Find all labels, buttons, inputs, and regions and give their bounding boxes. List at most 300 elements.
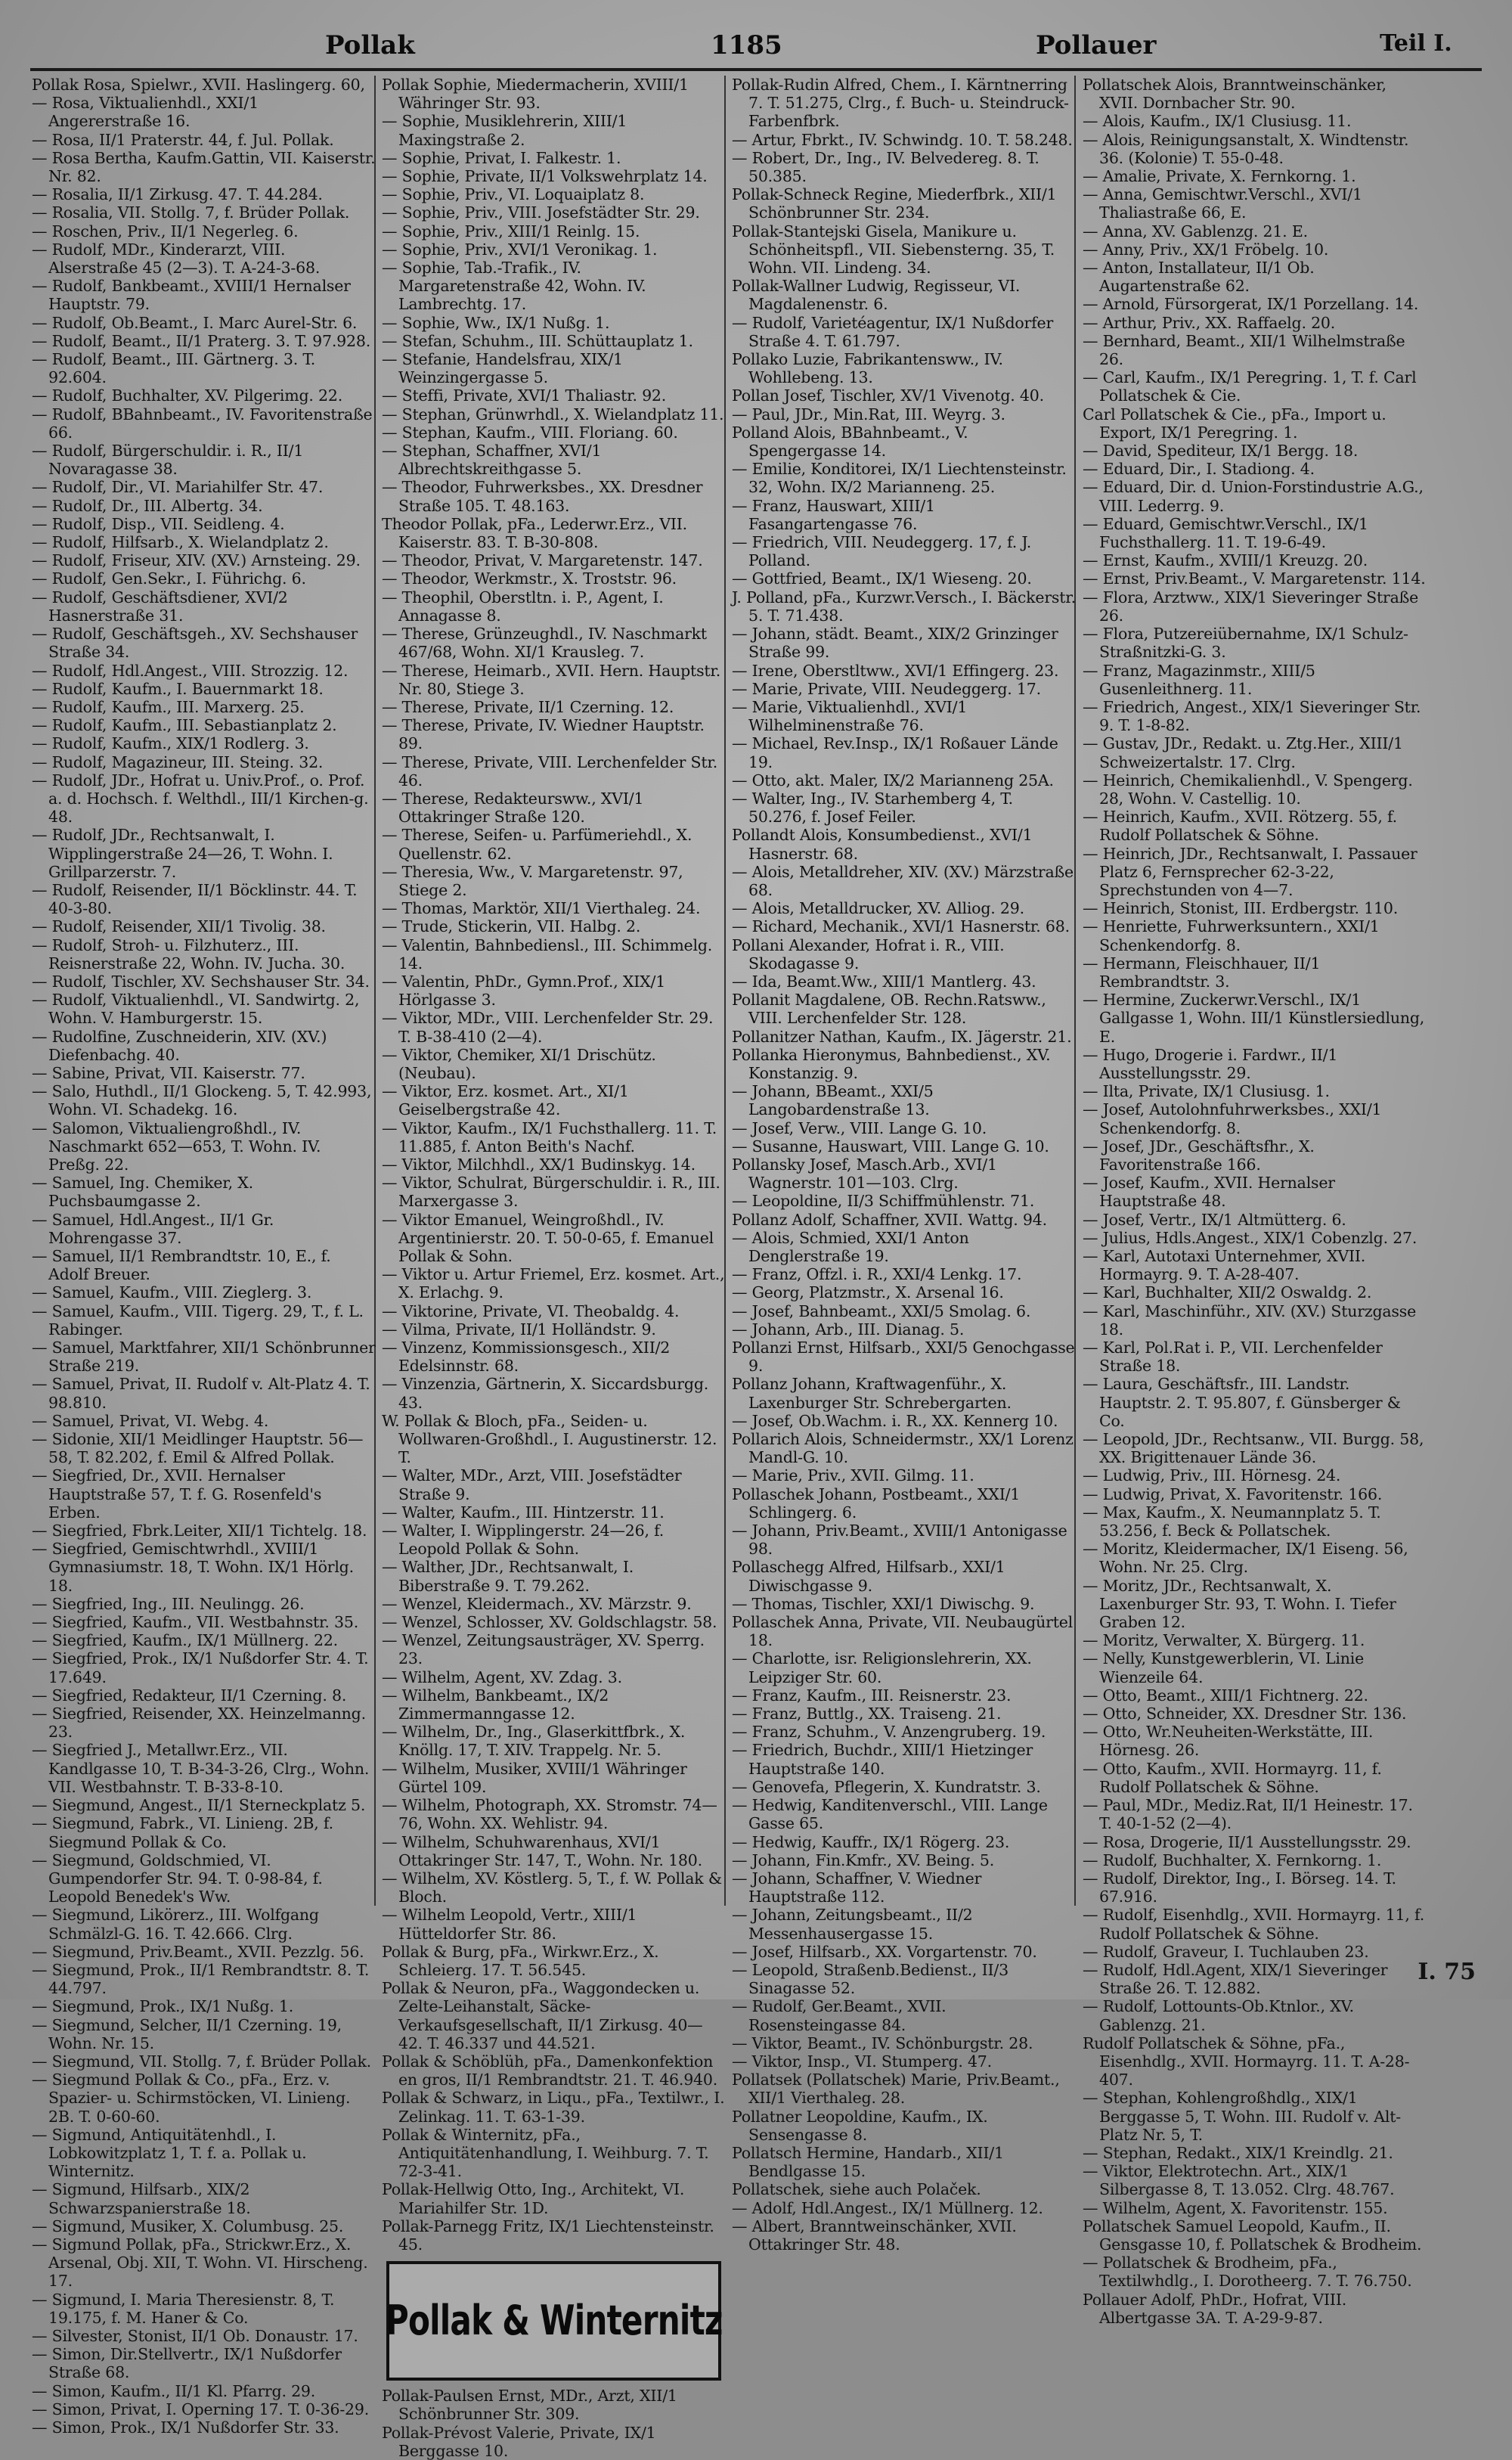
- directory-entry: — Valentin, Bahnbediensl., III. Schimmelg. 14.: [382, 935, 713, 973]
- directory-entry: Pollatschek Samuel Leopold, Kaufm., II. Gensgasse 10, f. Pollatschek & Brodheim.: [1083, 2216, 1422, 2254]
- directory-entry: — Franz, Magazinmstr., XIII/5 Gusenleithnerg. 11.: [1083, 661, 1315, 698]
- directory-entry: — Josef, Hilfsarb., XX. Vorgartenstr. 70.: [732, 1942, 1037, 1961]
- directory-entry: — Therese, Heimarb., XVII. Hern. Hauptstr. Nr. 80, Stiege 3.: [382, 661, 721, 698]
- directory-entry: — Michael, Rev.Insp., IX/1 Roßauer Lände 19.: [732, 734, 1058, 771]
- directory-entry: — Samuel, Privat, VI. Webg. 4.: [32, 1411, 269, 1430]
- directory-entry: — Siegmund, Fabrk., VI. Linieng. 2B, f. Siegmund Pollak & Co.: [32, 1814, 333, 1851]
- directory-entry: — Rudolf, Kaufm., III. Sebastianplatz 2.: [32, 716, 337, 735]
- directory-entry: — Anna, XV. Gablenzg. 21. E.: [1083, 222, 1308, 240]
- directory-entry: — Karl, Autotaxi Unternehmer, XVII. Hormayrg. 9. T. A-28-407.: [1083, 1247, 1366, 1284]
- directory-entry: — Gustav, JDr., Redakt. u. Ztg.Her., XIII/1 Schweizertalstr. 17. Clrg.: [1083, 734, 1403, 771]
- directory-entry: — Rudolf, Direktor, Ing., I. Börseg. 14. T. 67.916.: [1083, 1869, 1396, 1906]
- directory-entry: — Leopold, JDr., Rechtsanw., VII. Burgg. 58, XX. Brigittenauer Lände 36.: [1083, 1430, 1424, 1467]
- directory-entry: — Albert, Branntweinschänker, XVII. Ottakringer Str. 48.: [732, 2216, 1017, 2254]
- directory-entry: — Viktor, Kaufm., IX/1 Fuchsthallerg. 11. T. 11.885, f. Anton Beith's Nachf.: [382, 1118, 717, 1156]
- directory-entry: — Sigmund, Antiquitätenhdl., I. Lobkowitzplatz 1, T. f. a. Pollak u. Winternitz.: [32, 2125, 307, 2181]
- directory-entry: — Siegfried, Dr., XVII. Hernalser Hauptstraße 57, T. f. G. Rosenfeld's Erben.: [32, 1466, 322, 1522]
- column-2: [382, 76, 726, 2460]
- directory-entry: — Leopold, Straßenb.Bedienst., II/3 Sinagasse 52.: [732, 1960, 1009, 1998]
- directory-entry: — Wilhelm Leopold, Vertr., XIII/1 Hütteldorfer Str. 86.: [382, 1906, 637, 1943]
- directory-entry: — Siegfried, Ing., III. Neulingg. 26.: [32, 1594, 305, 1613]
- directory-entry: — Stephan, Redakt., XIX/1 Kreindlg. 21.: [1083, 2143, 1393, 2162]
- directory-entry: — Josef, Verw., VIII. Lange G. 10.: [732, 1118, 987, 1137]
- directory-entry: — Rudolf, JDr., Rechtsanwalt, I. Wipplingerstraße 24—26, T. Wohn. I. Grillparzerstr. 7.: [32, 826, 333, 881]
- directory-entry: — Sophie, Tab.-Trafik., IV. Margaretenstraße 42, Wohn. IV. Lambrechtg. 17.: [382, 259, 646, 314]
- directory-entry: — Charlotte, isr. Religionslehrerin, XX. Leipziger Str. 60.: [732, 1649, 1032, 1686]
- directory-entry: Pollansky Josef, Masch.Arb., XVI/1 Wagnerstr. 101—103. Clrg.: [732, 1155, 997, 1193]
- directory-entry: — Eduard, Dir. d. Union-Forstindustrie A.G., VIII. Lederrg. 9.: [1083, 478, 1424, 515]
- directory-entry: Pollako Luzie, Fabrikantensww., IV. Wohllebeng. 13.: [732, 350, 1003, 387]
- directory-entry: — Ida, Beamt.Ww., XIII/1 Mantlerg. 43.: [732, 972, 1036, 991]
- directory-entry: — Ludwig, Priv., III. Hörnesg. 24.: [1083, 1466, 1341, 1485]
- directory-entry: — Anna, Gemischtwr.Verschl., XVI/1 Thaliastraße 66, E.: [1083, 185, 1362, 222]
- directory-entry: — Wilhelm, Bankbeamt., IX/2 Zimmermanngasse 12.: [382, 1686, 609, 1723]
- directory-entry: — Sigmund Pollak, pFa., Strickwr.Erz., X. Arsenal, Obj. XII, T. Wohn. VI. Hirscheng. 17.: [32, 2235, 368, 2291]
- directory-entry: Pollak & Schöblüh, pFa., Damenkonfektion en gros, II/1 Rembrandtstr. 21. T. 46.940.: [382, 2052, 718, 2089]
- directory-entry: — Siegfried, Fbrk.Leiter, XII/1 Tichtelg. 18.: [32, 1522, 367, 1540]
- directory-entry: Carl Pollatschek & Cie., pFa., Import u. Export, IX/1 Peregring. 1.: [1083, 405, 1387, 442]
- directory-entry: — Flora, Arztww., XIX/1 Sieveringer Straße 26.: [1083, 588, 1419, 625]
- directory-entry: — Roschen, Priv., II/1 Negerleg. 6.: [32, 222, 299, 240]
- directory-entry: — Johann, Zeitungsbeamt., II/2 Messenhausergasse 15.: [732, 1906, 973, 1943]
- directory-entry: — Rudolf, Magazineur, III. Steing. 32.: [32, 752, 324, 771]
- directory-entry: — Karl, Pol.Rat i. P., VII. Lerchenfelder Straße 18.: [1083, 1339, 1383, 1376]
- directory-entry: — Siegmund, Likörerz., III. Wolfgang Schmälzl-G. 16. T. 42.666. Clrg.: [32, 1906, 319, 1943]
- directory-entry: — Vilma, Private, II/1 Holländstr. 9.: [382, 1320, 656, 1339]
- directory-entry: — Siegfried, Kaufm., IX/1 Müllnerg. 22.: [32, 1631, 338, 1650]
- directory-entry: — Wilhelm, Musiker, XVIII/1 Währinger Gürtel 109.: [382, 1759, 687, 1796]
- column-3: [732, 76, 1076, 2254]
- directory-entry: — Viktor, Chemiker, XI/1 Drischütz. (Neubau).: [382, 1045, 656, 1082]
- directory-entry: — Alois, Kaufm., IX/1 Clusiusg. 11.: [1083, 112, 1352, 131]
- directory-entry: — Paul, MDr., Mediz.Rat, II/1 Heinestr. 17. T. 40-1-52 (2—4).: [1083, 1796, 1413, 1833]
- directory-entry: — Therese, Private, IV. Wiedner Hauptstr. 89.: [382, 716, 705, 753]
- directory-entry: — Sophie, Private, II/1 Volkswehrplatz 14.: [382, 167, 708, 186]
- directory-entry: — Siegfried, Gemischtwrhdl., XVIII/1 Gymnasiumstr. 18, T. Wohn. IX/1 Hörlg. 18.: [32, 1540, 354, 1595]
- directory-entry: — Wilhelm, Dr., Ing., Glaserkittfbrk., X. Knöllg. 17, T. XIV. Trappelg. Nr. 5.: [382, 1723, 686, 1760]
- directory-entry: Pollaschegg Alfred, Hilfsarb., XXI/1 Diwischgasse 9.: [732, 1558, 1005, 1595]
- directory-entry: — Moritz, Verwalter, X. Bürgerg. 11.: [1083, 1631, 1365, 1650]
- directory-entry: — Siegmund, Angest., II/1 Sterneckplatz 5.: [32, 1796, 366, 1815]
- directory-entry: — Theresia, Ww., V. Margaretenstr. 97, Stiege 2.: [382, 862, 683, 899]
- directory-entry: — Siegmund Pollak & Co., pFa., Erz. v. Spazier- u. Schirmstöcken, VI. Linieng. 2B. T. 0-60-60.: [32, 2071, 351, 2126]
- directory-entry: — Wenzel, Schlosser, XV. Goldschlagstr. 58.: [382, 1613, 717, 1632]
- directory-entry: — Otto, Kaufm., XVII. Hormayrg. 11, f. Rudolf Pollatschek & Söhne.: [1083, 1759, 1382, 1796]
- directory-entry: — Rudolf, Tischler, XV. Sechshauser Str. 34.: [32, 972, 370, 991]
- directory-entry: Pollak-Paulsen Ernst, MDr., Arzt, XII/1 Schönbrunner Str. 309.: [382, 2387, 677, 2424]
- directory-entry: — Sigmund, Hilfsarb., XIX/2 Schwarzspanierstraße 18.: [32, 2180, 251, 2217]
- column-4: [1083, 76, 1427, 2327]
- directory-entry: — Salo, Huthdl., II/1 Glockeng. 5, T. 42.993, Wohn. VI. Schadekg. 16.: [32, 1082, 372, 1119]
- directory-entry: — Wilhelm, Photograph, XX. Stromstr. 74—76, Wohn. XX. Wehlistr. 94.: [382, 1796, 717, 1833]
- directory-entry: — Stephan, Kohlengroßhdlg., XIX/1 Berggasse 5, T. Wohn. III. Rudolf v. Alt-Platz Nr. 5, T.: [1083, 2089, 1401, 2144]
- directory-entry: — Leopoldine, II/3 Schiffmühlenstr. 71.: [732, 1192, 1035, 1211]
- directory-entry: — Samuel, Hdl.Angest., II/1 Gr. Mohrengasse 37.: [32, 1210, 274, 1247]
- directory-entry: — Valentin, PhDr., Gymn.Prof., XIX/1 Hörlgasse 3.: [382, 972, 666, 1010]
- directory-entry: Pollatner Leopoldine, Kaufm., IX. Sensengasse 8.: [732, 2107, 988, 2144]
- directory-entry: Pollatschek Alois, Branntweinschänker, XVII. Dornbacher Str. 90.: [1083, 76, 1387, 113]
- directory-entry: — Rosa, Viktualienhdl., XXI/1 Angererstraße 16.: [32, 94, 259, 131]
- directory-entry: — Siegmund, VII. Stollg. 7, f. Brüder Pollak.: [32, 2052, 371, 2071]
- directory-entry: — Josef, Kaufm., XVII. Hernalser Hauptstraße 48.: [1083, 1174, 1335, 1211]
- directory-entry: Pollarich Alois, Schneidermstr., XX/1 Lorenz Mandl-G. 10.: [732, 1430, 1074, 1467]
- column-1: [32, 76, 376, 2437]
- directory-entry: — Josef, Vertr., IX/1 Altmütterg. 6.: [1083, 1210, 1346, 1229]
- directory-entry: — Franz, Kaufm., III. Reisnerstr. 23.: [732, 1686, 1012, 1705]
- directory-entry: — Josef, Ob.Wachm. i. R., XX. Kennerg 10.: [732, 1411, 1058, 1430]
- directory-entry: — Samuel, Kaufm., VIII. Zieglerg. 3.: [32, 1283, 312, 1302]
- directory-entry: — Franz, Offzl. i. R., XXI/4 Lenkg. 17.: [732, 1265, 1022, 1284]
- directory-entry: — Josef, Autolohnfuhrwerksbes., XXI/1 Schenkendorfg. 8.: [1083, 1100, 1382, 1137]
- directory-entry: — Moritz, Kleidermacher, IX/1 Eiseng. 56, Wohn. Nr. 25. Clrg.: [1083, 1540, 1408, 1577]
- directory-entry: Pollanit Magdalene, OB. Rechn.Ratsww., VIII. Lerchenfelder Str. 128.: [732, 991, 1046, 1028]
- directory-entry: — Arnold, Fürsorgerat, IX/1 Porzellang. 14.: [1083, 295, 1419, 314]
- directory-entry: — Rudolf, Kaufm., XIX/1 Rodlerg. 3.: [32, 734, 309, 753]
- directory-entry: — Rudolf, Hdl.Agent, XIX/1 Sieveringer Straße 26. T. 12.882.: [1083, 1960, 1388, 1998]
- directory-entry: Pollandt Alois, Konsumbedienst., XVI/1 Hasnerstr. 68.: [732, 826, 1033, 863]
- directory-entry: — Adolf, Hdl.Angest., IX/1 Müllnerg. 12.: [732, 2198, 1043, 2217]
- directory-entry: — Rudolf, Kaufm., I. Bauernmarkt 18.: [32, 679, 324, 698]
- directory-entry: — Rosa, Drogerie, II/1 Ausstellungsstr. 29.: [1083, 1832, 1411, 1851]
- directory-entry: — Viktor, Milchhdl., XX/1 Budinskyg. 14.: [382, 1155, 696, 1174]
- directory-entry: — Sophie, Musiklehrerin, XIII/1 Maxingstraße 2.: [382, 112, 627, 149]
- directory-entry: — Friedrich, Angest., XIX/1 Sieveringer Str. 9. T. 1-8-82.: [1083, 697, 1421, 735]
- directory-entry: — Rudolf, Dir., VI. Mariahilfer Str. 47.: [32, 478, 324, 497]
- directory-entry: — Hermine, Zuckerwr.Verschl., IX/1 Gallgasse 1, Wohn. III/1 Künstlersiedlung, E.: [1083, 991, 1425, 1046]
- directory-entry: — Theodor, Fuhrwerksbes., XX. Dresdner Straße 105. T. 48.163.: [382, 478, 703, 515]
- directory-entry: — Sophie, Priv., VIII. Josefstädter Str. 29.: [382, 203, 700, 222]
- directory-entry: — Siegfried, Kaufm., VII. Westbahnstr. 35.: [32, 1613, 359, 1632]
- directory-entry: — Anton, Installateur, II/1 Ob. Augartenstraße 62.: [1083, 259, 1315, 296]
- directory-entry: — Ernst, Kaufm., XVIII/1 Kreuzg. 20.: [1083, 551, 1368, 570]
- directory-entry: Pollatsch Hermine, Handarb., XII/1 Bendlgasse 15.: [732, 2143, 1004, 2181]
- directory-entry: — Therese, Private, VIII. Lerchenfelder Str. 46.: [382, 752, 718, 789]
- directory-entry: — Rudolf, Friseur, XIV. (XV.) Arnsteing. 29.: [32, 551, 361, 570]
- directory-entry: Rudolf Pollatschek & Söhne, pFa., Eisenhdlg., XVII. Hormayrg. 11. T. A-28-407.: [1083, 2033, 1410, 2089]
- directory-entry: — Walther, JDr., Rechtsanwalt, I. Biberstraße 9. T. 79.262.: [382, 1558, 634, 1595]
- directory-entry: — Flora, Putzereiübernahme, IX/1 Schulz-Straßnitzki-G. 3.: [1083, 625, 1408, 662]
- directory-entry: — Heinrich, Stonist, III. Erdbergstr. 110.: [1083, 899, 1399, 918]
- directory-entry: — Stephan, Kaufm., VIII. Floriang. 60.: [382, 423, 678, 442]
- directory-entry: — Siegmund, Prok., IX/1 Nußg. 1.: [32, 1997, 294, 2016]
- directory-entry: — Salomon, Viktualiengroßhdl., IV. Naschmarkt 652—653, T. Wohn. IV. Preßg. 22.: [32, 1118, 321, 1174]
- directory-entry: Pollak-Rudin Alfred, Chem., I. Kärntnerring 7. T. 51.275, Clrg., f. Buch- u. Steindruck-Farbenfbrk.: [732, 76, 1069, 131]
- directory-entry: — Rosa, II/1 Praterstr. 44, f. Jul. Pollak.: [32, 130, 334, 149]
- directory-entry: — Vinzenzia, Gärtnerin, X. Siccardsburgg. 43.: [382, 1375, 709, 1412]
- directory-entry: — Theodor, Privat, V. Margaretenstr. 147.: [382, 551, 703, 570]
- directory-entry: — Samuel, Privat, II. Rudolf v. Alt-Platz 4. T. 98.810.: [32, 1375, 370, 1412]
- directory-entry: Pollak Sophie, Miedermacherin, XVIII/1 Währinger Str. 93.: [382, 76, 689, 113]
- directory-entry: — Stefan, Schuhm., III. Schüttauplatz 1.: [382, 331, 693, 350]
- directory-entry: — Heinrich, Kaufm., XVII. Rötzerg. 55, f. Rudolf Pollatschek & Söhne.: [1083, 808, 1397, 845]
- directory-entry: — Franz, Schuhm., V. Anzengruberg. 19.: [732, 1723, 1046, 1742]
- directory-entry: — Walter, I. Wipplingerstr. 24—26, f. Leopold Pollak & Sohn.: [382, 1522, 665, 1559]
- directory-entry: Pollanz Adolf, Schaffner, XVII. Wattg. 94.: [732, 1210, 1047, 1229]
- directory-entry: Theodor Pollak, pFa., Lederwr.Erz., VII. Kaiserstr. 83. T. B-30-808.: [382, 514, 687, 552]
- directory-entry: Pollaschek Johann, Postbeamt., XXI/1 Schlingerg. 6.: [732, 1484, 1021, 1522]
- directory-entry: — Rudolf, Hdl.Angest., VIII. Strozzig. 12.: [32, 661, 349, 680]
- directory-entry: Pollak & Neuron, pFa., Waggondecken u. Zelte-Leihanstalt, Säcke-Verkaufsgesellschaft, II/1 Zirkusg. 40—42. T. 46.337 und 44.521.: [382, 1979, 703, 2052]
- directory-entry: — Rudolfine, Zuschneiderin, XIV. (XV.) Diefenbachg. 40.: [32, 1027, 327, 1064]
- directory-entry: — Rudolf, Reisender, II/1 Böcklinstr. 44. T. 40-3-80.: [32, 880, 358, 918]
- directory-entry: — Rudolf, Buchhalter, X. Fernkorng. 1.: [1083, 1850, 1382, 1869]
- directory-entry: — Rudolf, Stroh- u. Filzhuterz., III. Reisnerstraße 22, Wohn. IV. Jucha. 30.: [32, 935, 345, 973]
- directory-entry: — Rudolf, Gen.Sekr., I. Führichg. 6.: [32, 569, 306, 588]
- directory-entry: — Siegmund, Priv.Beamt., XVII. Pezzlg. 56.: [32, 1942, 364, 1961]
- directory-entry: — Alois, Schmied, XXI/1 Anton Denglerstraße 19.: [732, 1228, 969, 1265]
- directory-entry: — Samuel, Ing. Chemiker, X. Puchsbaumgasse 2.: [32, 1174, 253, 1211]
- directory-entry: — Walter, MDr., Arzt, VIII. Josefstädter Straße 9.: [382, 1466, 682, 1503]
- directory-entry: — Ludwig, Privat, X. Favoritenstr. 166.: [1083, 1484, 1383, 1503]
- directory-entry: — Paul, JDr., Min.Rat, III. Weyrg. 3.: [732, 405, 1005, 423]
- directory-entry: — Rudolf, Dr., III. Albertg. 34.: [32, 496, 263, 515]
- directory-entry: — Theodor, Werkmstr., X. Troststr. 96.: [382, 569, 677, 588]
- directory-entry: Pollanzi Ernst, Hilfsarb., XXI/5 Genochgasse 9.: [732, 1339, 1075, 1376]
- directory-entry: — Sophie, Priv., VI. Loquaiplatz 8.: [382, 185, 645, 204]
- directory-entry: — Hedwig, Kanditenverschl., VIII. Lange Gasse 65.: [732, 1796, 1048, 1833]
- directory-entry: — Otto, akt. Maler, IX/2 Marianneng 25A.: [732, 771, 1054, 789]
- directory-entry: — Rudolf, Beamt., II/1 Praterg. 3. T. 97.928.: [32, 331, 371, 350]
- directory-entry: — Therese, Seifen- u. Parfümeriehdl., X. Quellenstr. 62.: [382, 826, 692, 863]
- directory-entry: — Josef, JDr., Geschäftsfhr., X. Favoritenstraße 166.: [1083, 1137, 1315, 1174]
- directory-entry: — Wilhelm, Agent, XV. Zdag. 3.: [382, 1667, 622, 1686]
- advertisement-box: [386, 2261, 721, 2381]
- directory-entry: — Johann, BBeamt., XXI/5 Langobardenstraße 13.: [732, 1082, 934, 1119]
- directory-entry: — Steffi, Private, XVI/1 Thaliastr. 92.: [382, 386, 667, 405]
- header-rule: [30, 68, 1482, 71]
- directory-entry: — Georg, Platzmstr., X. Arsenal 16.: [732, 1283, 1004, 1302]
- directory-entry: — Marie, Private, VIII. Neudeggerg. 17.: [732, 679, 1041, 698]
- directory-entry: — Friedrich, Buchdr., XIII/1 Hietzinger Hauptstraße 140.: [732, 1741, 1033, 1778]
- directory-entry: — Alois, Metalldrucker, XV. Alliog. 29.: [732, 899, 1024, 918]
- directory-entry: — Carl, Kaufm., IX/1 Peregring. 1, T. f. Carl Pollatschek & Cie.: [1083, 368, 1417, 405]
- directory-entry: — Karl, Maschinführ., XIV. (XV.) Sturzgasse 18.: [1083, 1301, 1416, 1339]
- directory-entry: — Rudolf, BBahnbeamt., IV. Favoritenstraße 66.: [32, 405, 373, 442]
- directory-entry: — Simon, Prok., IX/1 Nußdorfer Str. 33.: [32, 2418, 339, 2437]
- directory-entry: — Rudolf, Geschäftsgeh., XV. Sechshauser Straße 34.: [32, 625, 358, 662]
- directory-entry: — Rudolf, Viktualienhdl., VI. Sandwirtg. 2, Wohn. V. Hamburgerstr. 15.: [32, 991, 360, 1028]
- directory-entry: — Simon, Kaufm., II/1 Kl. Pfarrg. 29.: [32, 2381, 316, 2400]
- directory-entry: — Vinzenz, Kommissionsgesch., XII/2 Edelsinnstr. 68.: [382, 1339, 671, 1376]
- directory-entry: — Otto, Schneider, XX. Dresdner Str. 136.: [1083, 1705, 1407, 1723]
- directory-entry: Pollak & Winternitz, pFa., Antiquitätenhandlung, I. Weihburg. 7. T. 72-3-41.: [382, 2125, 709, 2181]
- directory-entry: — Alois, Metalldreher, XIV. (XV.) Märzstraße 68.: [732, 862, 1074, 899]
- directory-entry: J. Polland, pFa., Kurzwr.Versch., I. Bäckerstr. 5. T. 71.438.: [732, 588, 1076, 625]
- directory-entry: — Therese, Redakteursww., XVI/1 Ottakringer Straße 120.: [382, 789, 644, 827]
- directory-entry: — Heinrich, Chemikalienhdl., V. Spengerg. 28, Wohn. V. Castellig. 10.: [1083, 771, 1413, 808]
- directory-entry: — Wilhelm, XV. Köstlerg. 5, T., f. W. Pollak & Bloch.: [382, 1869, 722, 1906]
- directory-entry: — Rudolf, Buchhalter, XV. Pilgerimg. 22.: [32, 386, 343, 405]
- directory-entry: — Rudolf, Ob.Beamt., I. Marc Aurel-Str. 6.: [32, 313, 358, 332]
- directory-entry: — Laura, Geschäftsfr., III. Landstr. Hauptstr. 2. T. 95.807, f. Günsberger & Co.: [1083, 1375, 1401, 1430]
- directory-entry: Pollanz Johann, Kraftwagenführ., X. Laxenburger Str. Schrebergarten.: [732, 1375, 1012, 1412]
- directory-entry: — Amalie, Private, X. Fernkorng. 1.: [1083, 167, 1356, 186]
- directory-entry: Pollak & Schwarz, in Liqu., pFa., Textilwr., I. Zelinkag. 11. T. 63-1-39.: [382, 2089, 725, 2126]
- directory-entry: Pollanka Hieronymus, Bahnbedienst., XV. Konstanzig. 9.: [732, 1045, 1051, 1082]
- directory-entry: — Josef, Bahnbeamt., XXI/5 Smolag. 6.: [732, 1301, 1031, 1320]
- directory-entry: — Genovefa, Pflegerin, X. Kundratstr. 3.: [732, 1777, 1041, 1796]
- directory-entry: — Ilta, Private, IX/1 Clusiusg. 1.: [1083, 1082, 1330, 1101]
- directory-entry: — Friedrich, VIII. Neudeggerg. 17, f. J. Polland.: [732, 533, 1032, 570]
- directory-entry: — Viktor, Beamt., IV. Schönburgstr. 28.: [732, 2033, 1033, 2052]
- directory-entry: — Siegmund, Selcher, II/1 Czerning. 19, Wohn. Nr. 15.: [32, 2015, 342, 2052]
- directory-entry: — Rudolf, Lottounts-Ob.Ktnlor., XV. Gablenzg. 21.: [1083, 1997, 1354, 2034]
- directory-entry: Polland Alois, BBahnbeamt., V. Spengergasse 14.: [732, 423, 968, 461]
- directory-entry: — Theophil, Oberstltn. i. P., Agent, I. Annagasse 8.: [382, 588, 664, 625]
- header-left-headword: Pollak: [325, 30, 415, 60]
- directory-entry: — Johann, Schaffner, V. Wiedner Hauptstraße 112.: [732, 1869, 982, 1906]
- directory-entry: — Johann, Priv.Beamt., XVIII/1 Antonigasse 98.: [732, 1522, 1067, 1559]
- directory-entry: — Rudolf, Varietéagentur, IX/1 Nußdorfer Straße 4. T. 61.797.: [732, 313, 1054, 350]
- directory-entry: — Rudolf, Bürgerschuldir. i. R., II/1 Novaragasse 38.: [32, 442, 304, 479]
- directory-entry: — Sabine, Privat, VII. Kaiserstr. 77.: [32, 1063, 305, 1082]
- directory-entry: — Simon, Privat, I. Operning 17. T. 0-36-29.: [32, 2400, 370, 2418]
- directory-entry: — Rudolf, Eisenhdlg., XVII. Hormayrg. 11, f. Rudolf Pollatschek & Söhne.: [1083, 1906, 1425, 1943]
- directory-entry: — Sidonie, XII/1 Meidlinger Hauptstr. 56—58, T. 82.202, f. Emil & Alfred Pollak.: [32, 1430, 364, 1467]
- directory-entry: Pollaschek Anna, Private, VII. Neubaugürtel 18.: [732, 1613, 1074, 1650]
- directory-entry: W. Pollak & Bloch, pFa., Seiden- u. Wollwaren-Großhdl., I. Augustinerstr. 12. T.: [382, 1411, 717, 1467]
- directory-entry: — Thomas, Tischler, XXI/1 Diwischg. 9.: [732, 1594, 1035, 1613]
- directory-entry: Pollak-Schneck Regine, Miederfbrk., XII/1 Schönbrunner Str. 234.: [732, 185, 1057, 222]
- directory-entry: Pollak-Stantejski Gisela, Manikure u. Schönheitspfl., VII. Siebensterng. 35, T. Wohn. VII. Lindeng. 34.: [732, 222, 1055, 278]
- directory-entry: — Rudolf, MDr., Kinderarzt, VIII. Alserstraße 45 (2—3). T. A-24-3-68.: [32, 240, 321, 278]
- directory-entry: — Eduard, Gemischtwr.Verschl., IX/1 Fuchsthallerg. 11. T. 19-6-49.: [1083, 514, 1368, 552]
- directory-entry: Pollak Rosa, Spielwr., XVII. Haslingerg. 60,: [32, 76, 365, 94]
- page-number: 1185: [711, 30, 782, 60]
- directory-entry: — Silvester, Stonist, II/1 Ob. Donaustr. 17.: [32, 2326, 358, 2345]
- directory-entry: — Rudolf, Reisender, XII/1 Tivolig. 38.: [32, 917, 326, 936]
- directory-entry: Pollauer Adolf, PhDr., Hofrat, VIII. Albertgasse 3A. T. A-29-9-87.: [1083, 2290, 1347, 2327]
- directory-entry: — Wenzel, Zeitungsausträger, XV. Sperrg. 23.: [382, 1631, 705, 1668]
- directory-entry: — Siegmund, Prok., II/1 Rembrandtstr. 8. T. 44.797.: [32, 1960, 370, 1998]
- directory-entry: — Sigmund, I. Maria Theresienstr. 8, T. 19.175, f. M. Haner & Co.: [32, 2290, 335, 2327]
- directory-entry: Pollak-Hellwig Otto, Ing., Architekt, VI. Mariahilfer Str. 1D.: [382, 2180, 685, 2217]
- directory-entry: — Rosa Bertha, Kaufm.Gattin, VII. Kaiserstr. Nr. 82.: [32, 148, 376, 186]
- directory-entry: — Bernhard, Beamt., XII/1 Wilhelmstraße 26.: [1083, 331, 1405, 369]
- directory-entry: — Walter, Kaufm., III. Hintzerstr. 11.: [382, 1503, 665, 1522]
- directory-entry: Pollak-Parnegg Fritz, IX/1 Liechtensteinstr. 45.: [382, 2216, 714, 2254]
- directory-entry: — Johann, Arb., III. Dianag. 5.: [732, 1320, 965, 1339]
- directory-entry: — Viktor u. Artur Friemel, Erz. kosmet. Art., X. Erlachg. 9.: [382, 1265, 725, 1302]
- directory-entry: — Ernst, Priv.Beamt., V. Margaretenstr. 114.: [1083, 569, 1426, 588]
- directory-entry: — Siegfried, Prok., IX/1 Nußdorfer Str. 4. T. 17.649.: [32, 1649, 369, 1686]
- advertisement-text: Pollak & Winternitz: [385, 2297, 723, 2345]
- directory-entry: — Wilhelm, Agent, X. Favoritenstr. 155.: [1083, 2198, 1388, 2217]
- directory-entry: — Max, Kaufm., X. Neumannplatz 5. T. 53.256, f. Beck & Pollatschek.: [1083, 1503, 1381, 1540]
- directory-entry: — Anny, Priv., XX/1 Fröbelg. 10.: [1083, 240, 1329, 259]
- directory-entry: — Gottfried, Beamt., IX/1 Wieseng. 20.: [732, 569, 1032, 588]
- directory-entry: — Irene, Oberstltww., XVI/1 Effingerg. 23.: [732, 661, 1059, 680]
- part-label: Teil I.: [1380, 30, 1452, 57]
- directory-entry: — Hedwig, Kauffr., IX/1 Rögerg. 23.: [732, 1832, 1010, 1851]
- directory-entry: — Alois, Reinigungsanstalt, X. Windtenstr. 36. (Kolonie) T. 55-0-48.: [1083, 130, 1409, 167]
- directory-entry: — Rudolf, Bankbeamt., XVIII/1 Hernalser Hauptstr. 79.: [32, 277, 351, 314]
- directory-entry: — Emilie, Konditorei, IX/1 Liechtensteinstr. 32, Wohn. IX/2 Marianneng. 25.: [732, 460, 1067, 497]
- directory-entry: — Wenzel, Kleidermach., XV. Märzstr. 9.: [382, 1594, 692, 1613]
- directory-entry: — Samuel, II/1 Rembrandtstr. 10, E., f. Adolf Breuer.: [32, 1247, 331, 1284]
- directory-entry: — Rudolf, Graveur, I. Tuchlauben 23.: [1083, 1942, 1369, 1961]
- directory-entry: — Richard, Mechanik., XVI/1 Hasnerstr. 68.: [732, 917, 1070, 936]
- directory-entry: — Siegfried, Redakteur, II/1 Czerning. 8.: [32, 1686, 347, 1705]
- directory-entry: — Stephan, Grünwrhdl., X. Wielandplatz 11.: [382, 405, 724, 423]
- directory-entry: — Stefanie, Handelsfrau, XIX/1 Weinzingergasse 5.: [382, 350, 623, 387]
- directory-entry: — Viktor, Elektrotechn. Art., XIX/1 Silbergasse 8, T. 13.052. Clrg. 48.767.: [1083, 2162, 1395, 2199]
- directory-entry: Pollak-Wallner Ludwig, Regisseur, VI. Magdalenenstr. 6.: [732, 277, 1021, 314]
- directory-entry: — Sigmund, Musiker, X. Columbusg. 25.: [32, 2216, 344, 2235]
- directory-entry: — Viktor Emanuel, Weingroßhdl., IV. Argentinierstr. 20. T. 50-0-65, f. Emanuel Pollak & Sohn.: [382, 1210, 714, 1265]
- directory-entry: — Heinrich, JDr., Rechtsanwalt, I. Passauer Platz 6, Fernsprecher 62-3-22, Sprechstunden von 4—7.: [1083, 844, 1418, 899]
- directory-entry: Pollatschek, siehe auch Polaček.: [732, 2180, 981, 2199]
- directory-entry: — Susanne, Hauswart, VIII. Lange G. 10.: [732, 1137, 1049, 1156]
- directory-entry: — Rudolf, JDr., Hofrat u. Univ.Prof., o. Prof. a. d. Hochsch. f. Welthdl., III/1 Kirchen-g. 48.: [32, 771, 369, 827]
- directory-entry: — Sophie, Ww., IX/1 Nußg. 1.: [382, 313, 610, 332]
- directory-entry: — Viktor, Erz. kosmet. Art., XI/1 Geiselbergstraße 42.: [382, 1082, 629, 1119]
- header-right-headword: Pollauer: [1036, 30, 1157, 60]
- directory-entry: — Robert, Dr., Ing., IV. Belvedereg. 8. T. 50.385.: [732, 148, 1040, 186]
- directory-entry: Pollan Josef, Tischler, XV/1 Vivenotg. 40.: [732, 386, 1044, 405]
- signature-mark: I. 75: [1418, 1959, 1476, 1985]
- directory-entry: — Rudolf, Ger.Beamt., XVII. Rosensteingasse 84.: [732, 1997, 947, 2034]
- directory-entry: — Johann, Fin.Kmfr., XV. Being. 5.: [732, 1850, 995, 1869]
- directory-entry: — Eduard, Dir., I. Stadiong. 4.: [1083, 460, 1315, 479]
- directory-entry: — Samuel, Kaufm., VIII. Tigerg. 29, T., f. L. Rabinger.: [32, 1301, 364, 1339]
- directory-entry: — Wilhelm, Schuhwarenhaus, XVI/1 Ottakringer Str. 147, T., Wohn. Nr. 180.: [382, 1832, 702, 1869]
- directory-entry: — Johann, städt. Beamt., XIX/2 Grinzinger Straße 99.: [732, 625, 1058, 662]
- directory-entry: Pollatsek (Pollatschek) Marie, Priv.Beamt., XII/1 Vierthaleg. 28.: [732, 2071, 1060, 2108]
- directory-entry: — Artur, Fbrkt., IV. Schwindg. 10. T. 58.248.: [732, 130, 1073, 149]
- directory-entry: — Rudolf, Disp., VII. Seidleng. 4.: [32, 514, 285, 533]
- directory-entry: — Karl, Buchhalter, XII/2 Oswaldg. 2.: [1083, 1283, 1372, 1302]
- directory-entry: — Nelly, Kunstgewerblerin, VI. Linie Wienzeile 64.: [1083, 1649, 1365, 1686]
- directory-entry: — Rudolf, Geschäftsdiener, XVI/2 Hasnerstraße 31.: [32, 588, 288, 625]
- directory-entry: — Franz, Hauswart, XIII/1 Fasangartengasse 76.: [732, 496, 935, 533]
- directory-entry: — Rudolf, Kaufm., III. Marxerg. 25.: [32, 697, 305, 716]
- directory-entry: — Rudolf, Beamt., III. Gärtnerg. 3. T. 92.604.: [32, 350, 316, 387]
- directory-entry: — Therese, Private, II/1 Czerning. 12.: [382, 697, 674, 716]
- directory-entry: — Siegfried J., Metallwr.Erz., VII. Kandlgasse 10, T. B-34-3-26, Clrg., Wohn. VII. Westbahnstr. T. B-33-8-10.: [32, 1741, 370, 1796]
- directory-entry: — Hermann, Fleischhauer, II/1 Rembrandtstr. 3.: [1083, 954, 1321, 991]
- directory-entry: — Siegmund, Goldschmied, VI. Gumpendorfer Str. 94. T. 0-98-84, f. Leopold Benedek's Ww.: [32, 1850, 323, 1906]
- directory-entry: — Sophie, Priv., XIII/1 Reinlg. 15.: [382, 222, 640, 240]
- directory-entry: — Pollatschek & Brodheim, pFa., Textilwhdlg., I. Dorotheerg. 7. T. 76.750.: [1083, 2254, 1412, 2291]
- directory-entry: — Otto, Wr.Neuheiten-Werkstätte, III. Hörnesg. 26.: [1083, 1723, 1374, 1760]
- directory-entry: — Sophie, Priv., XVI/1 Veronikag. 1.: [382, 240, 658, 259]
- directory-entry: — Rosalia, VII. Stollg. 7, f. Brüder Pollak.: [32, 203, 350, 222]
- directory-entry: Pollani Alexander, Hofrat i. R., VIII. Skodagasse 9.: [732, 935, 1005, 973]
- directory-entry: — Julius, Hdls.Angest., XIX/1 Cobenzlg. 27.: [1083, 1228, 1418, 1247]
- directory-entry: — Walter, Ing., IV. Starhemberg 4, T. 50.276, f. Josef Feiler.: [732, 789, 1013, 827]
- directory-entry: — Viktor, Schulrat, Bürgerschuldir. i. R., III. Marxergasse 3.: [382, 1174, 720, 1211]
- directory-entry: — Siegfried, Reisender, XX. Heinzelmanng. 23.: [32, 1705, 366, 1742]
- directory-entry: — Marie, Priv., XVII. Gilmg. 11.: [732, 1466, 974, 1485]
- directory-entry: — Simon, Dir.Stellvertr., IX/1 Nußdorfer Straße 68.: [32, 2345, 342, 2382]
- directory-entry: — Thomas, Marktör, XII/1 Vierthaleg. 24.: [382, 899, 701, 918]
- directory-entry: Pollak-Prévost Valerie, Private, IX/1 Berggasse 10.: [382, 2423, 656, 2460]
- directory-entry: — Sophie, Privat, I. Falkestr. 1.: [382, 148, 621, 167]
- directory-entry: — Rudolf, Hilfsarb., X. Wielandplatz 2.: [32, 533, 329, 552]
- directory-entry: Pollanitzer Nathan, Kaufm., IX. Jägerstr. 21.: [732, 1027, 1072, 1046]
- directory-entry: — Marie, Viktualienhdl., XVI/1 Wilhelminenstraße 76.: [732, 697, 968, 735]
- directory-entry: — Moritz, JDr., Rechtsanwalt, X. Laxenburger Str. 93, T. Wohn. I. Tiefer Graben 12.: [1083, 1576, 1396, 1632]
- directory-entry: — Viktor, Insp., VI. Stumperg. 47.: [732, 2052, 992, 2071]
- directory-entry: — Viktor, MDr., VIII. Lerchenfelder Str. 29. T. B-38-410 (2—4).: [382, 1009, 714, 1046]
- directory-entry: — David, Spediteur, IX/1 Bergg. 18.: [1083, 442, 1359, 461]
- directory-entry: — Rosalia, II/1 Zirkusg. 47. T. 44.284.: [32, 185, 323, 204]
- directory-entry: — Trude, Stickerin, VII. Halbg. 2.: [382, 917, 641, 936]
- directory-entry: — Hugo, Drogerie i. Fardwr., II/1 Ausstellungsstr. 29.: [1083, 1045, 1338, 1082]
- directory-entry: — Otto, Beamt., XIII/1 Fichtnerg. 22.: [1083, 1686, 1368, 1705]
- directory-entry: — Stephan, Schaffner, XVI/1 Albrechtskreithgasse 5.: [382, 442, 602, 479]
